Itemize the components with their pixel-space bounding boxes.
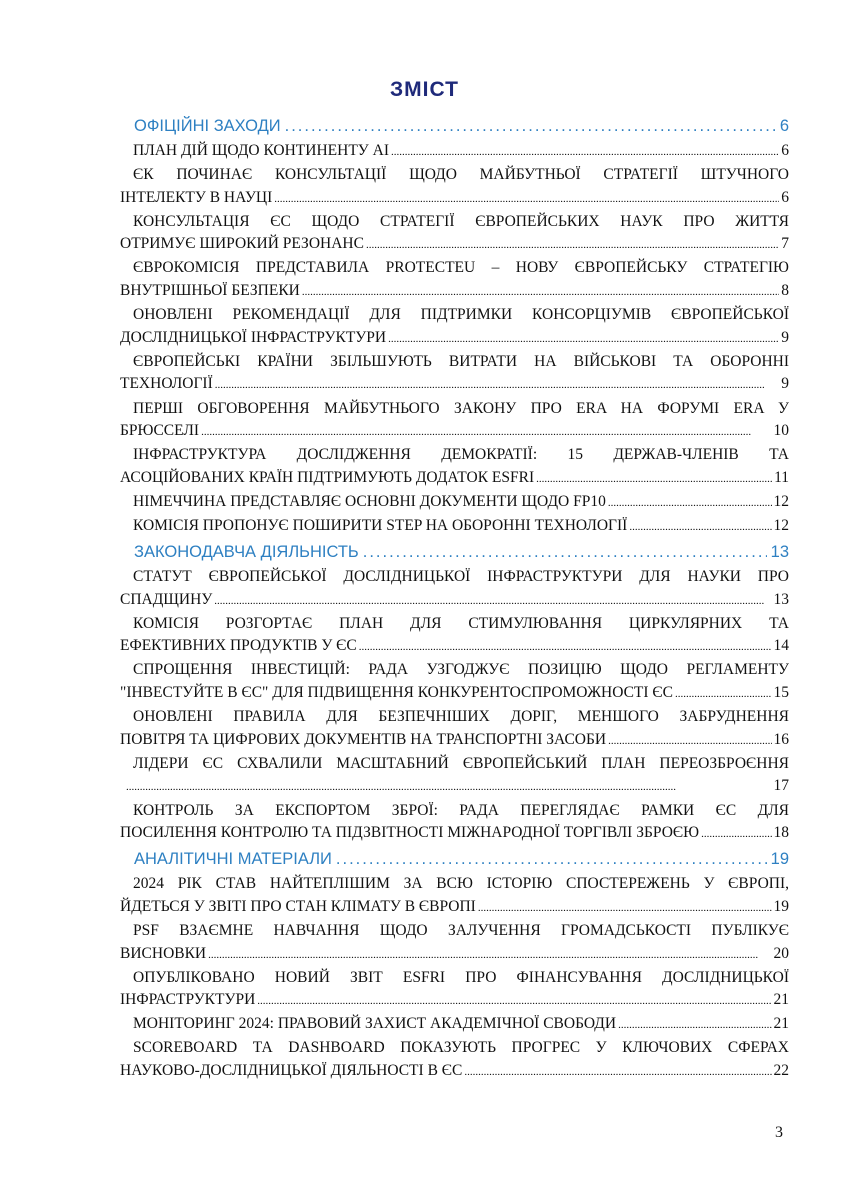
toc-entry-last-line (120, 989, 789, 1013)
toc-entry-link[interactable] (120, 873, 789, 919)
toc-entry-link[interactable] (120, 920, 789, 966)
toc-entry-text: ПЕРШІ ОБГОВОРЕННЯ МАЙБУТНЬОГО ЗАКОНУ ПРО ERA НА ФОРУМІ ERA У (133, 399, 789, 417)
toc-entry-link[interactable] (120, 211, 789, 257)
toc-entry-text: ВНУТРІШНЬОЇ БЕЗПЕКИ (120, 282, 300, 300)
toc-entry-last-line (120, 729, 789, 753)
toc-entry-line (120, 304, 789, 327)
toc-entry-page: 12 (773, 517, 789, 534)
toc-entry-line (120, 800, 789, 823)
toc-entry-text: КОНТРОЛЬ ЗА ЕКСПОРТОМ ЗБРОЇ: РАДА ПЕРЕГЛЯДАЄ РАМКИ ЄС ДЛЯ (133, 801, 789, 819)
toc-entry-line (120, 444, 789, 467)
toc-entry-page: 14 (773, 637, 789, 655)
toc-section-page: 13 (770, 543, 789, 562)
toc-entry-last-line (120, 896, 789, 920)
toc-entry-text: ЄК ПОЧИНАЄ КОНСУЛЬТАЦІЇ ЩОДО МАЙБУТНЬОЇ СТРАТЕГІЇ ШТУЧНОГО (133, 166, 789, 184)
toc-entry-line (120, 566, 789, 589)
dot-leader (464, 1061, 771, 1084)
dot-leader (201, 421, 771, 444)
toc-section-page: 19 (770, 850, 789, 869)
toc-entry-link[interactable] (120, 566, 789, 612)
toc-entry-link[interactable] (120, 398, 789, 444)
dot-leader (274, 188, 779, 211)
toc-entry-line (120, 140, 789, 164)
toc-entry-line (120, 257, 789, 280)
toc-section-label: АНАЛІТИЧНІ МАТЕРІАЛИ (134, 850, 332, 869)
toc-entry-text: СПРОЩЕННЯ ІНВЕСТИЦІЙ: РАДА УЗГОДЖУЄ ПОЗИЦІЮ ЩОДО РЕГЛАМЕНТУ (133, 661, 789, 679)
toc-entry-last-line (120, 775, 789, 799)
dot-leader (336, 846, 767, 873)
toc-entry-page: 15 (773, 684, 789, 702)
toc-entry-last-line (133, 140, 789, 164)
toc-entry-text: ІНФРАСТРУКТУРА ДОСЛІДЖЕННЯ ДЕМОКРАТІЇ: 15 ДЕРЖАВ-ЧЛЕНІВ ТА (133, 446, 789, 464)
toc-entry-page: 12 (773, 492, 789, 510)
toc-entry-text: НІМЕЧЧИНА ПРЕДСТАВЛЯЄ ОСНОВНІ ДОКУМЕНТИ ЩОДО FP10 (133, 492, 606, 510)
toc-entry-text: PSF ВЗАЄМНЕ НАВЧАННЯ ЩОДО ЗАЛУЧЕННЯ ГРОМАДСЬКОСТІ ПУБЛІКУЄ (133, 921, 789, 939)
toc-section-link[interactable] (120, 539, 789, 566)
toc-entry-text: SCOREBOARD ТА DASHBOARD ПОКАЗУЮТЬ ПРОГРЕС У КЛЮЧОВИХ СФЕРАХ (133, 1039, 789, 1057)
toc-entry-text: ПОСИЛЕННЯ КОНТРОЛЮ ТА ПІДЗВІТНОСТІ МІЖНАРОДНОЇ ТОРГІВЛІ ЗБРОЄЮ (120, 824, 700, 842)
toc-entry-page: 19 (773, 897, 789, 915)
dot-leader (675, 683, 772, 706)
toc-entry-text: ЙДЕТЬСЯ У ЗВІТІ ПРО СТАН КЛІМАТУ В ЄВРОПІ (120, 897, 476, 915)
dot-leader (215, 374, 780, 397)
toc-entry-text: ОПУБЛІКОВАНО НОВИЙ ЗВІТ ESFRI ПРО ФІНАНСУВАННЯ ДОСЛІДНИЦЬКОЇ (133, 968, 789, 986)
toc-entry-last-line (120, 467, 789, 491)
toc-entry-page: 8 (781, 282, 789, 300)
toc-entry-line (120, 515, 789, 539)
table-of-contents (120, 113, 789, 1084)
toc-entry-last-line (120, 420, 789, 444)
dot-leader (363, 539, 767, 566)
toc-entry-page: 6 (781, 188, 789, 206)
toc-entry-text: ДОСЛІДНИЦЬКОЇ ІНФРАСТРУКТУРИ (120, 328, 387, 346)
toc-entry-link[interactable] (120, 753, 789, 799)
toc-entry-text: НАУКОВО-ДОСЛІДНИЦЬКОЇ ДІЯЛЬНОСТІ В ЄС (120, 1061, 463, 1079)
toc-entry-text: СТАТУТ ЄВРОПЕЙСЬКОЇ ДОСЛІДНИЦЬКОЇ ІНФРАСТРУКТУРИ ДЛЯ НАУКИ ПРО (133, 568, 789, 586)
toc-entry-last-line (120, 589, 789, 613)
dot-leader (388, 328, 779, 351)
toc-entry-line (120, 659, 789, 682)
toc-entry-last-line (120, 233, 789, 257)
toc-entry-page: 22 (773, 1061, 789, 1079)
toc-entry-last-line (120, 682, 789, 706)
toc-entry-text: ОТРИМУЄ ШИРОКИЙ РЕЗОНАНС (120, 235, 364, 253)
toc-entry-line (120, 351, 789, 374)
toc-entry-text: МОНІТОРИНГ 2024: ПРАВОВИЙ ЗАХИСТ АКАДЕМІЧНОЇ СВОБОДИ (133, 1015, 617, 1033)
toc-section-label: ЗАКОНОДАВЧА ДІЯЛЬНІСТЬ (134, 543, 359, 562)
toc-entry-link[interactable] (120, 444, 789, 490)
dot-leader (478, 897, 772, 920)
toc-entry-last-line (120, 187, 789, 211)
toc-entry-line (120, 873, 789, 896)
toc-entry-text: ПЛАН ДІЙ ЩОДО КОНТИНЕНТУ AI (133, 142, 389, 159)
toc-entry-page: 20 (773, 944, 789, 962)
toc-entry-text: КОМІСІЯ ПРОПОНУЄ ПОШИРИТИ STEP НА ОБОРОННІ ТЕХНОЛОГІЇ (133, 517, 628, 534)
toc-entry-line (120, 613, 789, 636)
toc-entry-line (120, 164, 789, 187)
toc-entry-last-line (133, 1013, 789, 1037)
toc-entry-page: 17 (773, 777, 789, 795)
toc-entry-text: АСОЦІЙОВАНИХ КРАЇН ПІДТРИМУЮТЬ ДОДАТОК ESFRI (120, 468, 535, 486)
toc-entry-page: 11 (774, 468, 789, 486)
toc-entry-text: ЄВРОПЕЙСЬКІ КРАЇНИ ЗБІЛЬШУЮТЬ ВИТРАТИ НА ВІЙСЬКОВІ ТА ОБОРОННІ (133, 352, 789, 370)
toc-entry-last-line (133, 515, 789, 539)
toc-entry-last-line (120, 327, 789, 351)
toc-entry-last-line (120, 822, 789, 846)
toc-entry-page: 10 (773, 422, 789, 440)
toc-entry-text: ІНФРАСТРУКТУРИ (120, 991, 256, 1009)
toc-entry-text: ОНОВЛЕНІ ПРАВИЛА ДЛЯ БЕЗПЕЧНІШИХ ДОРІГ, МЕНШОГО ЗАБРУДНЕННЯ (133, 708, 789, 726)
toc-entry-last-line (120, 373, 789, 397)
toc-entry-line (120, 706, 789, 729)
page-number: 3 (775, 1124, 783, 1141)
toc-entry-text: ПОВІТРЯ ТА ЦИФРОВИХ ДОКУМЕНТІВ НА ТРАНСПОРТНІ ЗАСОБИ (120, 730, 607, 748)
toc-section-page: 6 (779, 117, 789, 135)
toc-entry-line (120, 211, 789, 234)
toc-entry-link[interactable] (120, 164, 789, 210)
dot-leader (257, 990, 771, 1013)
toc-entry-line (120, 753, 789, 776)
toc-entry-page: 18 (773, 824, 789, 842)
toc-entry-last-line (133, 491, 789, 515)
toc-entry-link[interactable] (120, 1037, 789, 1083)
toc-entry-text: СПАДЩИНУ (120, 590, 213, 608)
dot-leader (366, 234, 779, 257)
dot-leader (629, 516, 771, 539)
toc-entry-link[interactable] (120, 140, 789, 164)
toc-entry-text: ІНТЕЛЕКТУ В НАУЦІ (120, 188, 273, 206)
toc-entry-page: 21 (773, 991, 789, 1009)
toc-entry-page: 9 (781, 328, 789, 346)
toc-entry-line (120, 920, 789, 943)
toc-entry-text: БРЮССЕЛІ (120, 422, 200, 440)
page-title: ЗМІСТ (390, 78, 459, 101)
toc-entry-page: 13 (773, 590, 789, 608)
dot-leader (126, 776, 772, 799)
dot-leader (208, 944, 771, 967)
toc-entry-link[interactable] (120, 1013, 789, 1037)
toc-entry-link[interactable] (120, 304, 789, 350)
dot-leader (359, 636, 772, 659)
toc-entry-line (120, 398, 789, 421)
dot-leader (214, 590, 771, 613)
toc-entry-text: ЄВРОКОМІСІЯ ПРЕДСТАВИЛА PROTECTEU – НОВУ ЄВРОПЕЙСЬКУ СТРАТЕГІЮ (133, 259, 789, 277)
toc-entry-page: 16 (773, 730, 789, 748)
toc-entry-line (120, 1013, 789, 1037)
dot-leader (302, 281, 779, 304)
toc-entry-last-line (120, 943, 789, 967)
toc-entry-page: 9 (781, 375, 789, 393)
toc-section-link[interactable] (120, 846, 789, 873)
toc-entry-text: ТЕХНОЛОГІЇ (120, 375, 213, 393)
dot-leader (701, 823, 771, 846)
toc-entry-text: ЕФЕКТИВНИХ ПРОДУКТІВ У ЄС (120, 637, 357, 655)
dot-leader (285, 113, 776, 140)
toc-entry-link[interactable] (120, 706, 789, 752)
dot-leader (391, 141, 779, 164)
toc-entry-text: "ІНВЕСТУЙТЕ В ЄС" ДЛЯ ПІДВИЩЕННЯ КОНКУРЕНТОСПРОМОЖНОСТІ ЄС (120, 684, 673, 702)
dot-leader (608, 492, 772, 515)
toc-entry-link[interactable] (120, 800, 789, 846)
toc-entry-last-line (120, 635, 789, 659)
toc-entry-text: КОМІСІЯ РОЗГОРТАЄ ПЛАН ДЛЯ СТИМУЛЮВАННЯ ЦИРКУЛЯРНИХ ТА (133, 614, 789, 632)
toc-entry-text: КОНСУЛЬТАЦІЯ ЄС ЩОДО СТРАТЕГІЇ ЄВРОПЕЙСЬКИХ НАУК ПРО ЖИТТЯ (133, 212, 789, 230)
toc-entry-page: 6 (781, 142, 789, 159)
toc-entry-text: 2024 РІК СТАВ НАЙТЕПЛІШИМ ЗА ВСЮ ІСТОРІЮ СПОСТЕРЕЖЕНЬ У ЄВРОПІ, (133, 875, 789, 893)
dot-leader (618, 1014, 771, 1037)
toc-section-label: ОФІЦІЙНІ ЗАХОДИ (134, 117, 281, 135)
toc-entry-link[interactable] (120, 515, 789, 539)
dot-leader (536, 468, 772, 491)
toc-entry-link[interactable] (120, 257, 789, 303)
toc-entry-line (120, 967, 789, 990)
toc-entry-text: ОНОВЛЕНІ РЕКОМЕНДАЦІЇ ДЛЯ ПІДТРИМКИ КОНСОРЦІУМІВ ЄВРОПЕЙСЬКОЇ (133, 306, 789, 324)
toc-entry-text: ЛІДЕРИ ЄС СХВАЛИЛИ МАСШТАБНИЙ ЄВРОПЕЙСЬКИЙ ПЛАН ПЕРЕОЗБРОЄННЯ (133, 754, 789, 772)
toc-entry-last-line (120, 280, 789, 304)
toc-entry-line (120, 491, 789, 515)
toc-entry-page: 7 (781, 235, 789, 253)
toc-entry-link[interactable] (120, 351, 789, 397)
toc-entry-last-line (120, 1060, 789, 1084)
toc-entry-link[interactable] (120, 659, 789, 705)
toc-entry-link[interactable] (120, 491, 789, 515)
toc-entry-link[interactable] (120, 967, 789, 1013)
dot-leader (608, 730, 771, 753)
toc-entry-page: 21 (773, 1015, 789, 1033)
toc-entry-text: ВИСНОВКИ (120, 944, 207, 962)
toc-entry-line (120, 1037, 789, 1060)
toc-entry-link[interactable] (120, 613, 789, 659)
toc-section-link[interactable] (120, 113, 789, 140)
